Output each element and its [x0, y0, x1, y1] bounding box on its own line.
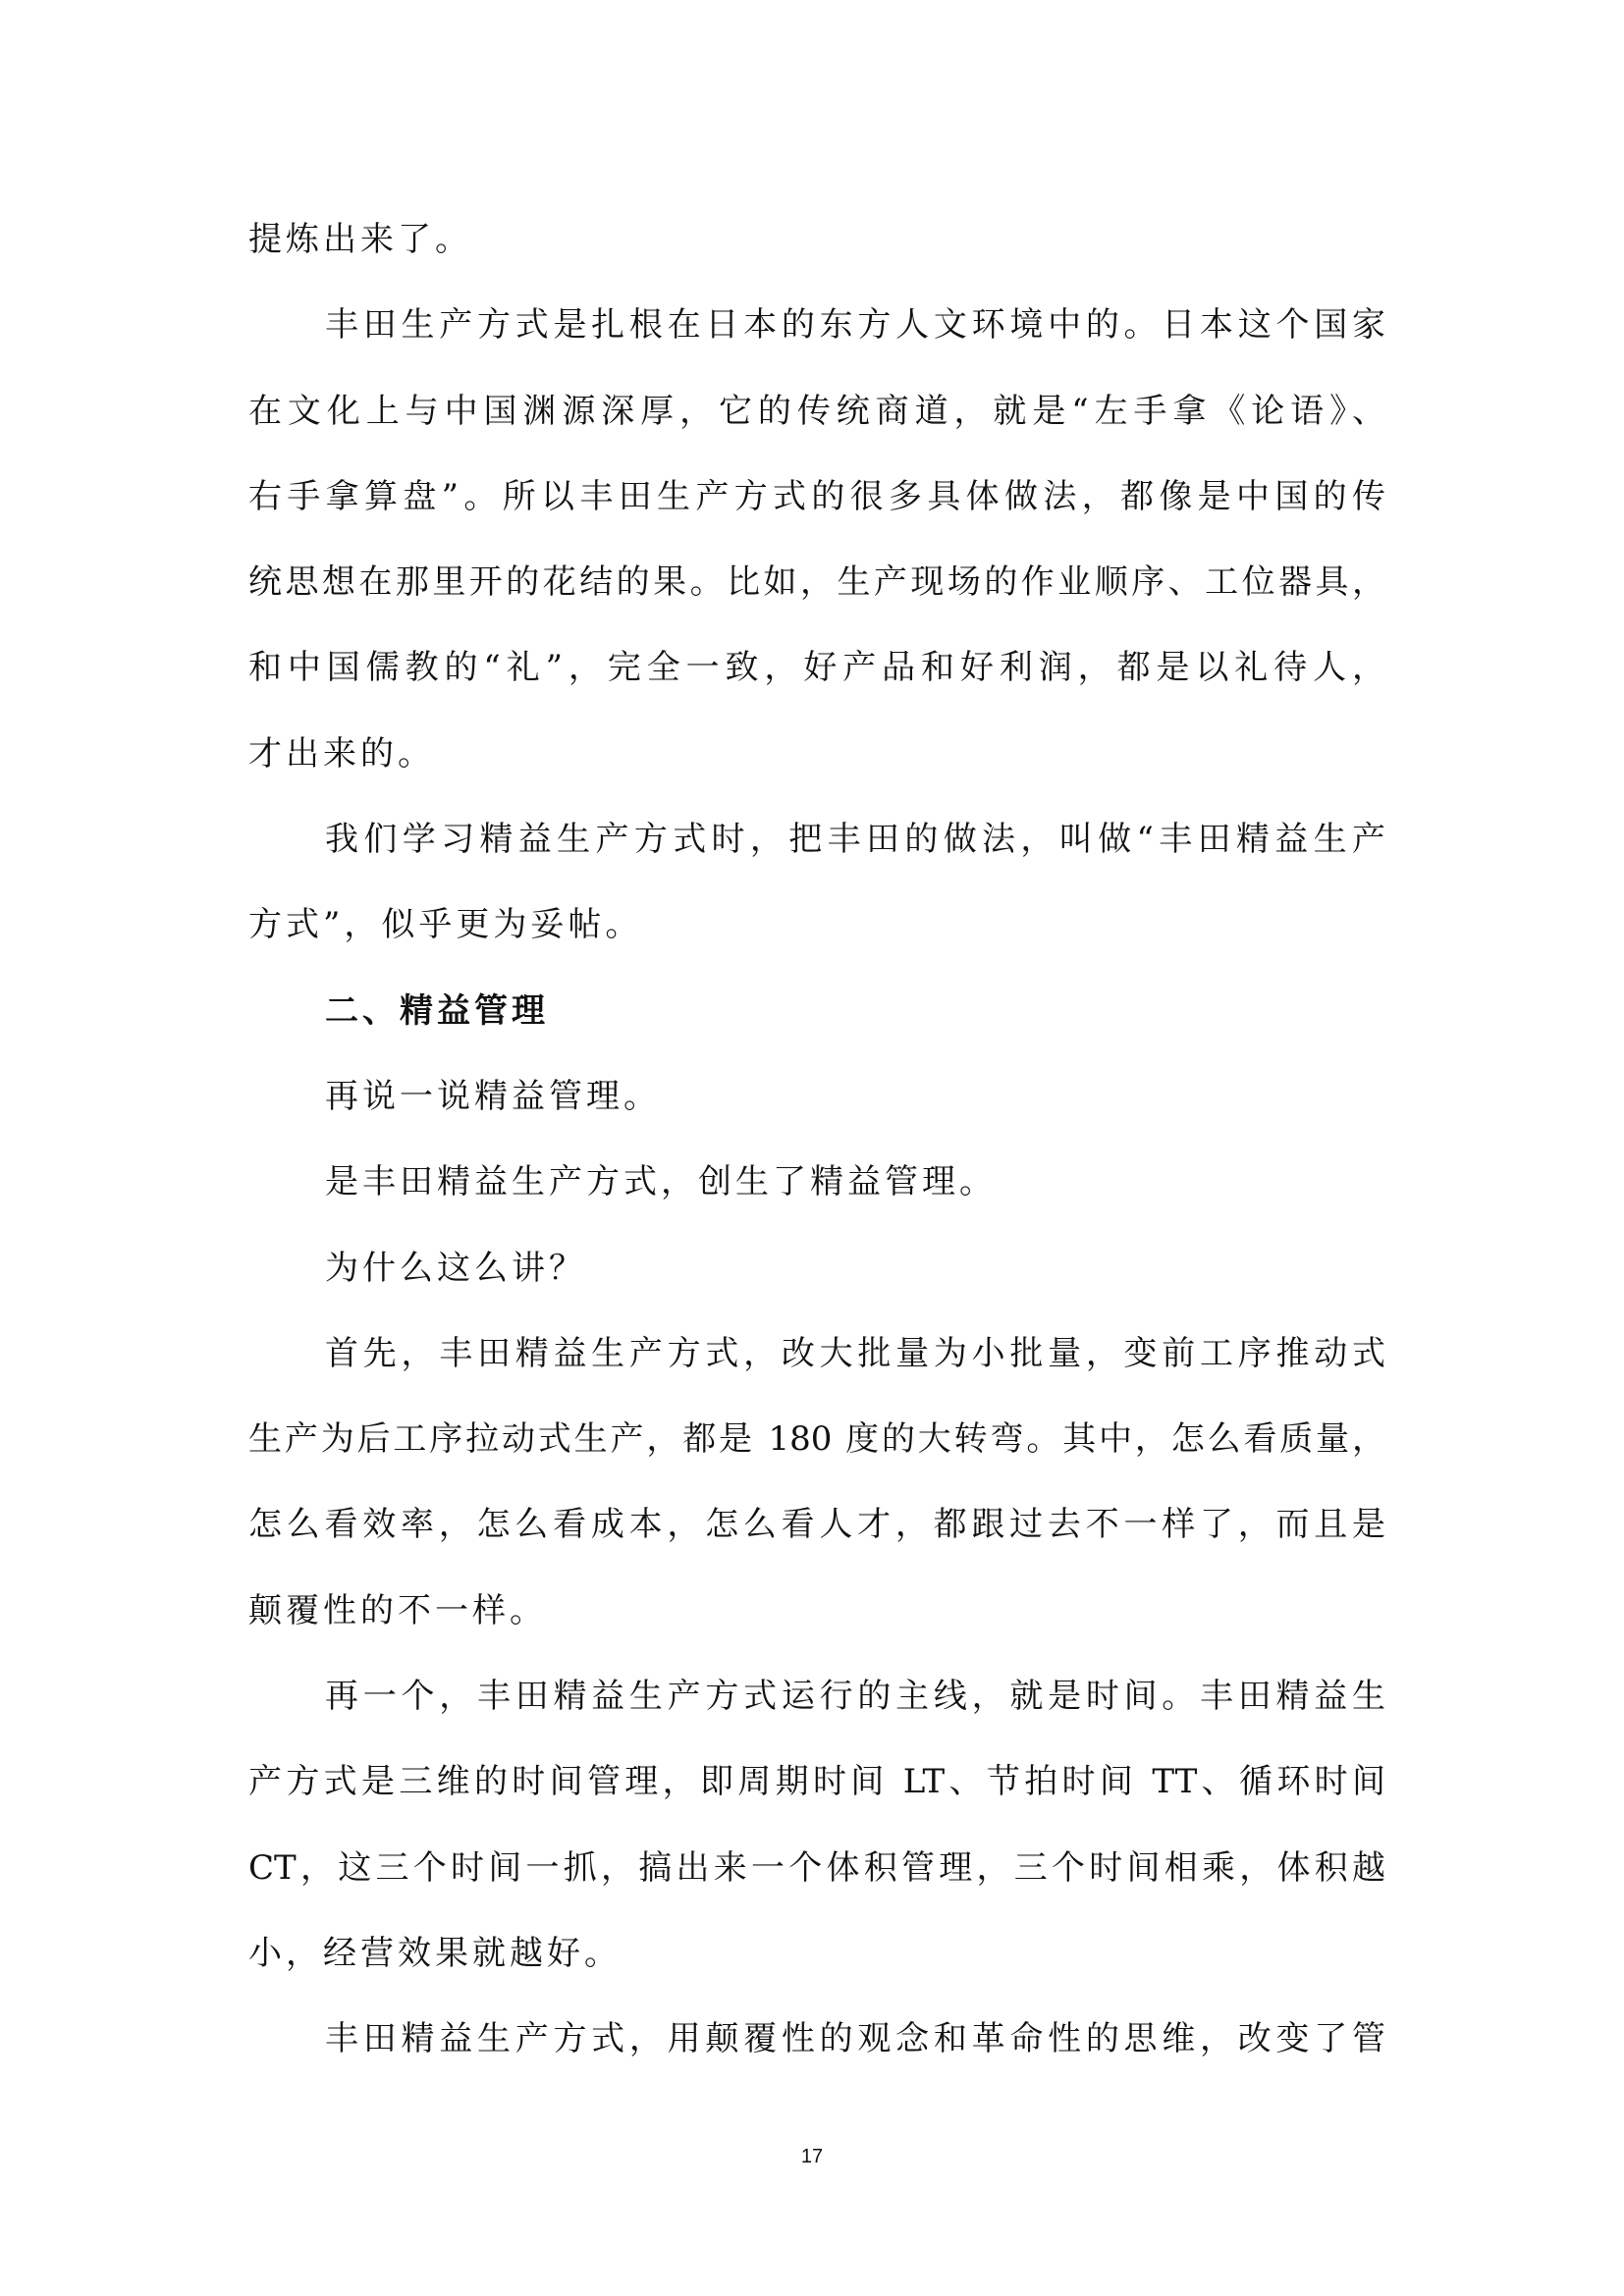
- text-line: 我们学习精益生产方式时，把丰田的做法，叫做“丰田精益生产: [325, 820, 1385, 860]
- text-line: 怎么看效率，怎么看成本，怎么看人才，都跟过去不一样了，而且是: [248, 1505, 1385, 1545]
- body-text: [248, 197, 1385, 2083]
- page-number: 17: [800, 2146, 824, 2167]
- text-line: 小，经营效果就越好。: [248, 1933, 622, 1973]
- text-line: 提炼出来了。: [248, 220, 472, 259]
- text-line: 方式”，似乎更为妥帖。: [248, 905, 643, 945]
- text-line: 右手拿算盘”。所以丰田生产方式的很多具体做法，都像是中国的传: [248, 476, 1385, 516]
- text-line: 再一个，丰田精益生产方式运行的主线，就是时间。丰田精益生: [325, 1677, 1385, 1717]
- text-line: 颠覆性的不一样。: [248, 1590, 547, 1630]
- text-line: 才出来的。: [248, 733, 435, 774]
- text-line: 丰田精益生产方式，用颠覆性的观念和革命性的思维，改变了管: [325, 2019, 1385, 2059]
- text-line: 和中国儒教的“礼”，完全一致，好产品和好利润，都是以礼待人，: [248, 648, 1385, 688]
- text-line: 再说一说精益管理。: [325, 1076, 661, 1116]
- text-line: CT，这三个时间一抓，搞出来一个体积管理，三个时间相乘，体积越: [248, 1847, 1385, 1888]
- text-line: 在文化上与中国渊源深厚，它的传统商道，就是“左手拿《论语》、: [248, 391, 1385, 431]
- text-line: 首先，丰田精益生产方式，改大批量为小批量，变前工序推动式: [325, 1333, 1385, 1373]
- text-line: 产方式是三维的时间管理，即周期时间 LT、节拍时间 TT、循环时间: [248, 1762, 1385, 1802]
- text-line: 丰田生产方式是扎根在日本的东方人文环境中的。日本这个国家: [325, 305, 1385, 346]
- text-line: 为什么这么讲？: [325, 1248, 586, 1288]
- text-line: 是丰田精益生产方式，创生了精益管理。: [325, 1162, 997, 1202]
- text-line: 生产为后工序拉动式生产，都是 180 度的大转弯。其中，怎么看质量，: [248, 1419, 1385, 1460]
- section-heading: 二、精益管理: [325, 990, 549, 1031]
- text-line: 统思想在那里开的花结的果。比如，生产现场的作业顺序、工位器具，: [248, 562, 1385, 603]
